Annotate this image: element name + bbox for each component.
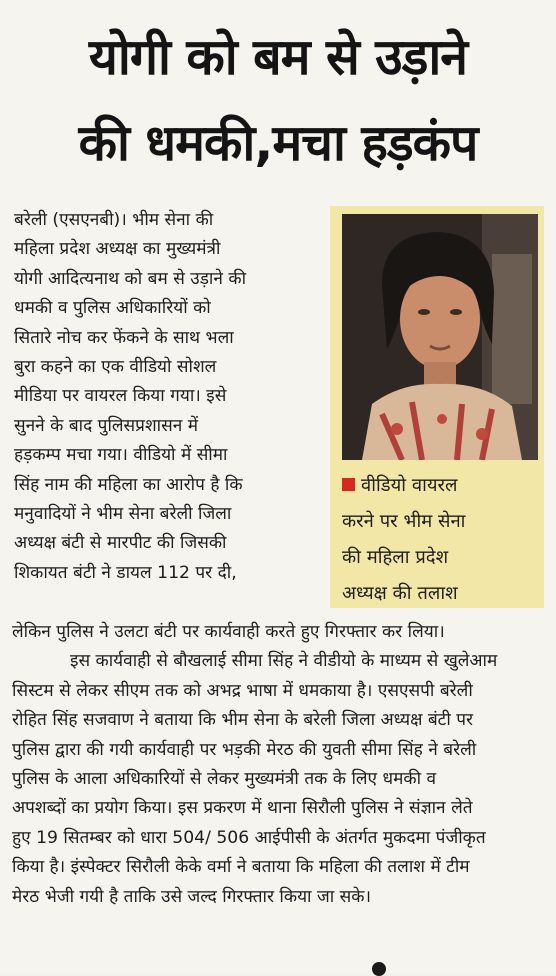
article-line: सितारे नोच कर फेंकने के साथ भला bbox=[14, 327, 234, 348]
article-line: बुरा कहने का एक वीडियो सोशल bbox=[14, 357, 217, 378]
red-bullet-icon bbox=[342, 478, 355, 491]
headline bbox=[0, 14, 556, 186]
caption-line: की महिला प्रदेश bbox=[342, 547, 449, 568]
article-line: हड़कम्प मचा गया। वीडियो में सीमा bbox=[14, 445, 228, 466]
article-line: मीडिया पर वायरल किया गया। इसे bbox=[14, 386, 227, 407]
article-line: इस कार्यवाही से बौखलाई सीमा सिंह ने वीडीयो के माध्यम से खुलेआम bbox=[70, 651, 498, 672]
article-full-width bbox=[12, 618, 546, 912]
woman-photo bbox=[342, 214, 538, 460]
article-line: पुलिस के आला अधिकारियों से लेकर मुख्यमंत्री तक के लिए धमकी व bbox=[12, 769, 437, 790]
article-line: हुए 19 सितम्बर को धारा 504/ 506 आईपीसी के अंतर्गत मुकदमा पंजीकृत bbox=[12, 827, 486, 848]
article-line: अपशब्दों का प्रयोग किया। इस प्रकरण में थाना सिरौली पुलिस ने संज्ञान लेते bbox=[12, 798, 473, 819]
article-line: सुनने के बाद पुलिसप्रशासन में bbox=[14, 415, 198, 436]
caption-line bbox=[342, 468, 542, 504]
article-line: मनुवादियों ने भीम सेना बरेली जिला bbox=[14, 504, 232, 525]
photo-caption bbox=[342, 468, 542, 612]
article-line: लेकिन पुलिस ने उलटा बंटी पर कार्यवाही करते हुए गिरफ्तार कर लिया। bbox=[12, 622, 445, 642]
article-line: रोहित सिंह सजवाण ने बताया कि भीम सेना के बरेली जिला अध्यक्ष बंटी पर bbox=[12, 710, 474, 731]
article-line: मेरठ भेजी गयी है ताकि उसे जल्द गिरफ्तार किया जा सके। bbox=[12, 886, 371, 907]
article-line: धमकी व पुलिस अधिकारियों को bbox=[14, 298, 211, 319]
article-line: शिकायत बंटी ने डायल 112 पर दी, bbox=[14, 562, 237, 583]
bottom-dot-mark bbox=[372, 962, 386, 976]
photo-caption-box bbox=[330, 206, 544, 608]
article-line: महिला प्रदेश अध्यक्ष का मुख्यमंत्री bbox=[14, 239, 221, 260]
article-line: सिंह नाम की महिला का आरोप है कि bbox=[14, 474, 243, 495]
article-line: किया है। इंस्पेक्टर सिरौली केके वर्मा ने बताया कि महिला की तलाश में टीम bbox=[12, 857, 470, 878]
portrait-illustration bbox=[342, 214, 538, 460]
article-line: योगी आदित्यनाथ को बम से उड़ाने की bbox=[14, 268, 247, 289]
caption-line: करने पर भीम सेना bbox=[342, 511, 466, 532]
caption-text: वीडियो वायरल bbox=[361, 475, 458, 496]
article-left-column bbox=[14, 206, 314, 588]
headline-line-2: की धमकी,मचा हड़कंप bbox=[78, 114, 478, 172]
article-line: पुलिस द्वारा की गयी कार्यवाही पर भड़की मेरठ की युवती सीमा सिंह ने बरेली bbox=[12, 739, 477, 760]
article-line: सिस्टम से लेकर सीएम तक को अभद्र भाषा में धमकाया है। एसएसपी बरेली bbox=[12, 680, 473, 701]
article-line: बरेली (एसएनबी)। भीम सेना की bbox=[14, 210, 214, 230]
article-line: अध्यक्ष बंटी से मारपीट की जिसकी bbox=[14, 533, 227, 554]
headline-line-1: योगी को बम से उड़ाने bbox=[88, 28, 468, 86]
caption-line: अध्यक्ष की तलाश bbox=[342, 583, 458, 604]
